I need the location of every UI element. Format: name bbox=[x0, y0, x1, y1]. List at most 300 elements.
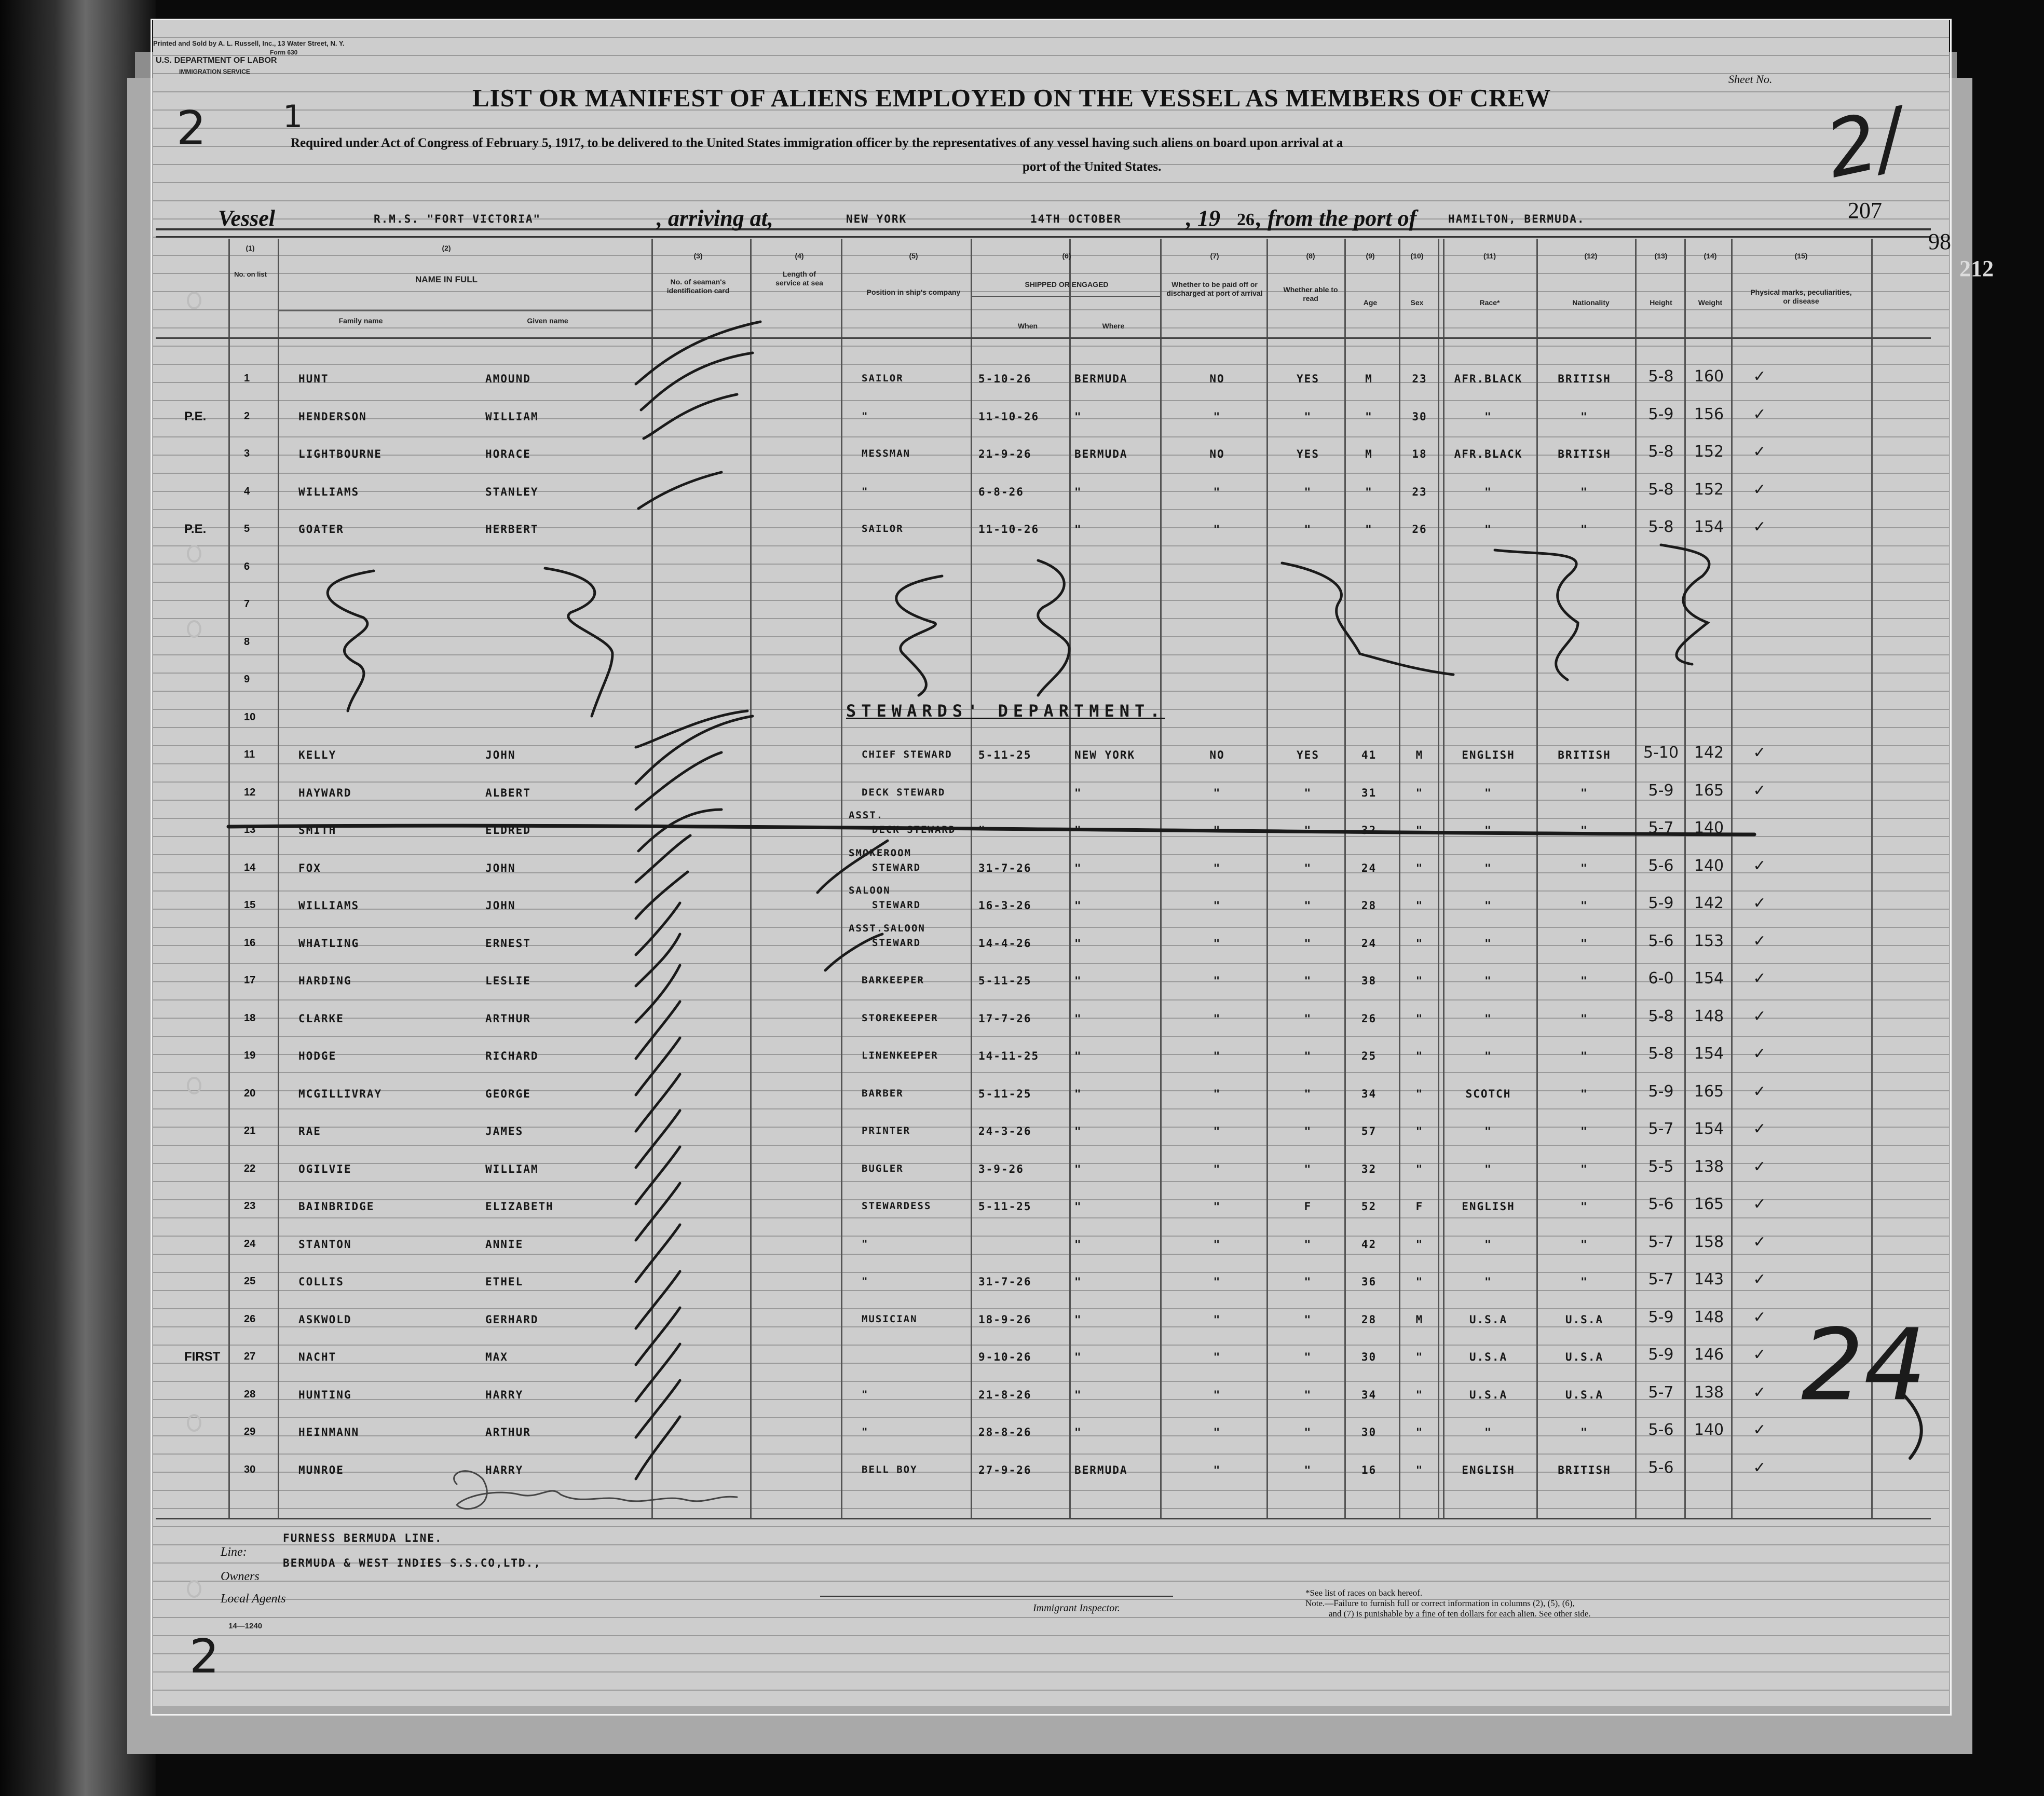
punch-hole bbox=[187, 620, 201, 638]
cell-paid: " bbox=[1213, 824, 1221, 837]
cell-given: ALBERT bbox=[485, 786, 531, 799]
cell-age: 31 bbox=[1361, 786, 1377, 799]
row-prefix: P.E. bbox=[184, 522, 207, 536]
cell-given: MAX bbox=[485, 1351, 508, 1363]
subheader-rule bbox=[971, 296, 1160, 297]
cell-given: GEORGE bbox=[485, 1087, 531, 1100]
cell-marks: ✓ bbox=[1753, 781, 1766, 800]
cell-where: " bbox=[1074, 824, 1082, 837]
col14-header: Weight bbox=[1698, 298, 1723, 307]
cell-when: 17-7-26 bbox=[978, 1012, 1032, 1025]
column-rule bbox=[971, 239, 972, 1518]
cell-sex: F bbox=[1415, 1200, 1424, 1213]
cell-marks: ✓ bbox=[1753, 405, 1766, 423]
footer-rule bbox=[156, 1518, 1931, 1519]
cell-when: 27-9-26 bbox=[978, 1463, 1032, 1476]
cell-height: 5-8 bbox=[1648, 480, 1674, 499]
cell-when: 5-11-25 bbox=[978, 1087, 1032, 1100]
cell-pos: " bbox=[862, 1238, 869, 1250]
cell-sex: " bbox=[1415, 1426, 1424, 1438]
cell-height: 5-6 bbox=[1648, 931, 1674, 950]
cell-race: " bbox=[1484, 485, 1492, 498]
col12-num: (12) bbox=[1584, 252, 1598, 260]
cell-where: " bbox=[1074, 523, 1082, 536]
cell-when: 31-7-26 bbox=[978, 861, 1032, 874]
vessel-rule bbox=[156, 228, 1931, 230]
col10-header: Sex bbox=[1410, 298, 1424, 307]
column-rule bbox=[1399, 239, 1400, 1518]
cell-height: 5-8 bbox=[1648, 367, 1674, 386]
col1-header: No. on list bbox=[234, 270, 267, 278]
cell-height: 5-8 bbox=[1648, 518, 1674, 536]
cell-nat: " bbox=[1580, 786, 1588, 799]
cell-weight: 146 bbox=[1694, 1346, 1724, 1364]
cell-read: " bbox=[1304, 1276, 1312, 1288]
cell-nat: " bbox=[1580, 1276, 1588, 1288]
cell-weight: 158 bbox=[1694, 1232, 1724, 1251]
row-number: 21 bbox=[244, 1125, 256, 1136]
cell-sex: " bbox=[1415, 1012, 1424, 1025]
cell-read: YES bbox=[1297, 749, 1319, 761]
page-title: LIST OR MANIFEST OF ALIENS EMPLOYED ON THE VESSEL AS MEMBERS OF CREW bbox=[472, 84, 1551, 112]
corner-mark-2: 1 bbox=[283, 99, 303, 135]
cell-given: HERBERT bbox=[485, 523, 539, 536]
col4-num: (4) bbox=[795, 252, 804, 260]
cell-marks: ✓ bbox=[1753, 1383, 1766, 1402]
cell-age: M bbox=[1365, 448, 1373, 460]
cell-given: RICHARD bbox=[485, 1050, 539, 1062]
cell-weight: 140 bbox=[1694, 819, 1724, 837]
cell-when: 11-10-26 bbox=[978, 410, 1040, 423]
cell-read: " bbox=[1304, 1050, 1312, 1062]
handwritten-total: 24 bbox=[1801, 1308, 1927, 1422]
cell-when: 16-3-26 bbox=[978, 899, 1032, 912]
year-prefix: , 19 bbox=[1186, 205, 1220, 231]
cell-weight: 153 bbox=[1694, 931, 1724, 950]
cell-read: " bbox=[1304, 786, 1312, 799]
position-prefix: ASST.SALOON bbox=[849, 922, 925, 934]
row-number: 13 bbox=[244, 824, 256, 835]
department-label: U.S. DEPARTMENT OF LABOR bbox=[156, 56, 277, 65]
cell-paid: " bbox=[1213, 1238, 1221, 1251]
cell-height: 5-7 bbox=[1648, 1120, 1674, 1138]
vessel-name: R.M.S. "FORT VICTORIA" bbox=[374, 213, 541, 225]
cell-sex: " bbox=[1415, 1463, 1424, 1476]
cell-pos: CHIEF STEWARD bbox=[862, 749, 952, 760]
cell-pos: STEWARD bbox=[872, 899, 921, 911]
cell-pos: MUSICIAN bbox=[862, 1313, 918, 1325]
col14-num: (14) bbox=[1704, 252, 1717, 260]
col7-header: Whether to be paid off or discharged at port of arrival bbox=[1166, 280, 1263, 297]
cell-paid: " bbox=[1213, 1426, 1221, 1438]
col7-num: (7) bbox=[1210, 252, 1219, 260]
cell-given: ARTHUR bbox=[485, 1012, 531, 1025]
cell-marks: ✓ bbox=[1753, 1346, 1766, 1364]
cell-where: " bbox=[1074, 1276, 1082, 1288]
cell-when: 5-10-26 bbox=[978, 373, 1032, 385]
column-rule bbox=[1344, 239, 1346, 1518]
col6b-header: Where bbox=[1102, 322, 1125, 330]
cell-where: " bbox=[1074, 1426, 1082, 1438]
cell-race: ENGLISH bbox=[1462, 749, 1515, 761]
cell-age: " bbox=[1365, 485, 1373, 498]
cell-read: " bbox=[1304, 1162, 1312, 1175]
cell-race: U.S.A bbox=[1469, 1388, 1508, 1401]
cell-read: " bbox=[1304, 1463, 1312, 1476]
col2a-header: Family name bbox=[338, 317, 383, 325]
cell-sex: 23 bbox=[1412, 373, 1427, 385]
cell-given: ARTHUR bbox=[485, 1426, 531, 1438]
row-number: 18 bbox=[244, 1012, 256, 1024]
cell-family: HENDERSON bbox=[298, 410, 367, 423]
cell-height: 5-8 bbox=[1648, 443, 1674, 461]
cell-paid: " bbox=[1213, 1125, 1221, 1137]
subtitle-line-2: port of the United States. bbox=[1023, 160, 1162, 174]
cell-when: 3-9-26 bbox=[978, 1162, 1024, 1175]
cell-pos: STEWARD bbox=[872, 861, 921, 873]
punch-hole bbox=[187, 292, 201, 309]
cell-given: JOHN bbox=[485, 749, 516, 761]
cell-age: 34 bbox=[1361, 1087, 1377, 1100]
cell-pos: DECK STEWARD bbox=[872, 824, 956, 835]
cell-where: " bbox=[1074, 1313, 1082, 1326]
cell-family: HAYWARD bbox=[298, 786, 352, 799]
cell-sex: " bbox=[1415, 1238, 1424, 1251]
cell-race: " bbox=[1484, 975, 1492, 987]
cell-when: " bbox=[978, 824, 986, 837]
punch-hole bbox=[187, 1580, 201, 1598]
arriving-label: , arriving at, bbox=[657, 205, 773, 231]
row-number: 22 bbox=[244, 1162, 256, 1174]
cell-age: 57 bbox=[1361, 1125, 1377, 1137]
punch-hole bbox=[187, 1077, 201, 1094]
cell-sex: M bbox=[1415, 749, 1424, 761]
cell-race: " bbox=[1484, 899, 1492, 912]
cell-marks: ✓ bbox=[1753, 443, 1766, 461]
edge-number-98: 98 bbox=[1928, 229, 1951, 254]
cell-marks: ✓ bbox=[1753, 1082, 1766, 1101]
cell-family: WILLIAMS bbox=[298, 899, 360, 912]
cell-where: " bbox=[1074, 1162, 1082, 1175]
cell-sex: " bbox=[1415, 1162, 1424, 1175]
cell-nat: BRITISH bbox=[1558, 749, 1611, 761]
cell-given: JOHN bbox=[485, 861, 516, 874]
cell-race: " bbox=[1484, 1162, 1492, 1175]
column-rule bbox=[750, 239, 752, 1518]
cell-paid: " bbox=[1213, 1388, 1221, 1401]
cell-age: 30 bbox=[1361, 1351, 1377, 1363]
cell-race: ENGLISH bbox=[1462, 1463, 1515, 1476]
cell-height: 5-8 bbox=[1648, 1007, 1674, 1025]
cell-paid: " bbox=[1213, 523, 1221, 536]
cell-weight: 152 bbox=[1694, 443, 1724, 461]
cell-pos: " bbox=[862, 410, 869, 422]
sheet-label: Sheet No. bbox=[1728, 73, 1773, 86]
cell-pos: MESSMAN bbox=[862, 448, 911, 459]
cell-nat: " bbox=[1580, 937, 1588, 950]
cell-paid: NO bbox=[1209, 373, 1225, 385]
col10-num: (10) bbox=[1410, 252, 1424, 260]
punch-hole bbox=[187, 1414, 201, 1432]
cell-where: BERMUDA bbox=[1074, 448, 1128, 460]
cell-age: 16 bbox=[1361, 1463, 1377, 1476]
cell-marks: ✓ bbox=[1753, 480, 1766, 499]
cell-when: 31-7-26 bbox=[978, 1276, 1032, 1288]
edge-number-212: 212 bbox=[1959, 256, 1994, 281]
cell-age: " bbox=[1365, 523, 1373, 536]
row-number: 10 bbox=[244, 711, 256, 723]
row-number: 29 bbox=[244, 1426, 256, 1437]
cell-height: 6-0 bbox=[1648, 969, 1674, 988]
cell-sex: " bbox=[1415, 786, 1424, 799]
cell-read: " bbox=[1304, 523, 1312, 536]
cell-pos: " bbox=[862, 1426, 869, 1437]
cell-family: WILLIAMS bbox=[298, 485, 360, 498]
cell-family: STANTON bbox=[298, 1238, 352, 1251]
cell-sex: " bbox=[1415, 1276, 1424, 1288]
row-number: 1 bbox=[244, 373, 250, 384]
cell-when: 5-11-25 bbox=[978, 975, 1032, 987]
cell-family: SMITH bbox=[298, 824, 337, 837]
cell-marks: ✓ bbox=[1753, 1270, 1766, 1288]
row-number: 25 bbox=[244, 1276, 256, 1287]
cell-age: 52 bbox=[1361, 1200, 1377, 1213]
cell-paid: " bbox=[1213, 899, 1221, 912]
row-number: 28 bbox=[244, 1388, 256, 1400]
cell-race: U.S.A bbox=[1469, 1351, 1508, 1363]
cell-height: 5-7 bbox=[1648, 1270, 1674, 1288]
row-number: 26 bbox=[244, 1313, 256, 1325]
cell-family: CLARKE bbox=[298, 1012, 344, 1025]
cell-nat: BRITISH bbox=[1558, 373, 1611, 385]
column-rule bbox=[1731, 239, 1733, 1518]
cell-age: 28 bbox=[1361, 899, 1377, 912]
cell-nat: " bbox=[1580, 1162, 1588, 1175]
cell-family: BAINBRIDGE bbox=[298, 1200, 375, 1213]
cell-pos: " bbox=[862, 485, 869, 497]
cell-where: NEW YORK bbox=[1074, 749, 1136, 761]
col8-header: Whether able to read bbox=[1283, 285, 1338, 303]
cell-nat: " bbox=[1580, 899, 1588, 912]
cell-where: " bbox=[1074, 485, 1082, 498]
row-number: 6 bbox=[244, 560, 250, 572]
cell-age: 28 bbox=[1361, 1313, 1377, 1326]
cell-family: COLLIS bbox=[298, 1276, 344, 1288]
subtitle-line-1: Required under Act of Congress of February 5, 1917, to be delivered to the United States immigration officer by the representatives of any vessel having such aliens on board upon arrival at a bbox=[291, 136, 1343, 150]
cell-weight: 140 bbox=[1694, 1421, 1724, 1439]
cell-height: 5-6 bbox=[1648, 1421, 1674, 1439]
cell-nat: " bbox=[1580, 1012, 1588, 1025]
form-number: Form 630 bbox=[270, 49, 298, 56]
cell-marks: ✓ bbox=[1753, 1308, 1766, 1326]
cell-given: HARRY bbox=[485, 1388, 524, 1401]
cell-marks: ✓ bbox=[1753, 744, 1766, 762]
cell-pos: BARKEEPER bbox=[862, 975, 924, 986]
row-number: 11 bbox=[244, 749, 255, 760]
row-prefix: P.E. bbox=[184, 409, 207, 423]
cell-pos: STOREKEEPER bbox=[862, 1012, 938, 1024]
cell-paid: " bbox=[1213, 1087, 1221, 1100]
cell-paid: " bbox=[1213, 1200, 1221, 1213]
cell-nat: " bbox=[1580, 523, 1588, 536]
cell-weight: 148 bbox=[1694, 1007, 1724, 1025]
cell-family: MUNROE bbox=[298, 1463, 344, 1476]
col9-num: (9) bbox=[1366, 252, 1375, 260]
cell-when: 6-8-26 bbox=[978, 485, 1024, 498]
cell-where: BERMUDA bbox=[1074, 1463, 1128, 1476]
cell-race: ENGLISH bbox=[1462, 1200, 1515, 1213]
cell-marks: ✓ bbox=[1753, 1232, 1766, 1251]
cell-race: AFR.BLACK bbox=[1454, 448, 1523, 460]
cell-race: " bbox=[1484, 1426, 1492, 1438]
line-label: Line: bbox=[221, 1545, 247, 1559]
cell-sex: " bbox=[1415, 899, 1424, 912]
cell-family: RAE bbox=[298, 1125, 321, 1137]
position-prefix: SALOON bbox=[849, 885, 891, 896]
cell-marks: ✓ bbox=[1753, 367, 1766, 386]
cell-read: " bbox=[1304, 1313, 1312, 1326]
form-code: 14—1240 bbox=[228, 1622, 263, 1630]
cell-nat: " bbox=[1580, 485, 1588, 498]
cell-race: " bbox=[1484, 937, 1492, 950]
column-rule bbox=[1635, 239, 1637, 1518]
row-number: 2 bbox=[244, 410, 250, 422]
cell-given: ETHEL bbox=[485, 1276, 524, 1288]
cell-sex: " bbox=[1415, 1125, 1424, 1137]
cell-nat: U.S.A bbox=[1565, 1388, 1604, 1401]
cell-paid: " bbox=[1213, 1463, 1221, 1476]
cell-when: 14-11-25 bbox=[978, 1050, 1040, 1062]
note-line-2: Note.—Failure to furnish full or correct information in columns (2), (5), (6), bbox=[1305, 1598, 1575, 1608]
cell-marks: ✓ bbox=[1753, 1045, 1766, 1063]
cell-family: HODGE bbox=[298, 1050, 337, 1062]
cell-race: U.S.A bbox=[1469, 1313, 1508, 1326]
col2-header: NAME IN FULL bbox=[415, 275, 478, 284]
cell-marks: ✓ bbox=[1753, 1120, 1766, 1138]
cell-read: " bbox=[1304, 485, 1312, 498]
cell-nat: " bbox=[1580, 1125, 1588, 1137]
row-number: 14 bbox=[244, 861, 256, 873]
cell-given: JOHN bbox=[485, 899, 516, 912]
cell-read: " bbox=[1304, 1087, 1312, 1100]
cell-race: " bbox=[1484, 1125, 1492, 1137]
cell-family: FOX bbox=[298, 861, 321, 874]
cell-weight: 154 bbox=[1694, 1120, 1724, 1138]
row-number: 4 bbox=[244, 485, 250, 497]
row-number: 3 bbox=[244, 448, 250, 459]
col12-header: Nationality bbox=[1572, 298, 1610, 307]
cell-family: HEINMANN bbox=[298, 1426, 360, 1438]
cell-read: " bbox=[1304, 937, 1312, 950]
cell-read: " bbox=[1304, 1238, 1312, 1251]
cell-weight: 165 bbox=[1694, 781, 1724, 800]
cell-sex: " bbox=[1415, 861, 1424, 874]
row-number: 20 bbox=[244, 1087, 256, 1099]
cell-height: 5-9 bbox=[1648, 894, 1674, 912]
section-heading: STEWARDS' DEPARTMENT. bbox=[846, 701, 1165, 721]
column-rule bbox=[1266, 239, 1268, 1518]
cell-read: F bbox=[1304, 1200, 1312, 1213]
cell-marks: ✓ bbox=[1753, 1157, 1766, 1176]
col13-num: (13) bbox=[1654, 252, 1668, 260]
cell-given: LESLIE bbox=[485, 975, 531, 987]
cell-race: " bbox=[1484, 1238, 1492, 1251]
cell-weight: 142 bbox=[1694, 894, 1724, 912]
cell-age: 34 bbox=[1361, 1388, 1377, 1401]
cell-nat: " bbox=[1580, 1238, 1588, 1251]
column-rule bbox=[228, 239, 230, 1518]
cell-nat: " bbox=[1580, 1200, 1588, 1213]
cell-pos: STEWARDESS bbox=[862, 1200, 932, 1212]
vessel-label: Vessel bbox=[218, 205, 275, 231]
cell-when: 24-3-26 bbox=[978, 1125, 1032, 1137]
cell-race: " bbox=[1484, 523, 1492, 536]
cell-marks: ✓ bbox=[1753, 1195, 1766, 1213]
cell-where: " bbox=[1074, 1238, 1082, 1251]
cell-marks: ✓ bbox=[1753, 1458, 1766, 1477]
cell-where: " bbox=[1074, 1050, 1082, 1062]
cell-height: 5-10 bbox=[1643, 744, 1679, 762]
cell-age: 30 bbox=[1361, 1426, 1377, 1438]
subheader-rule bbox=[278, 310, 651, 311]
cell-pos: BARBER bbox=[862, 1087, 904, 1099]
cell-read: " bbox=[1304, 861, 1312, 874]
cell-where: " bbox=[1074, 1351, 1082, 1363]
cell-race: AFR.BLACK bbox=[1454, 373, 1523, 385]
cell-paid: " bbox=[1213, 937, 1221, 950]
cell-nat: BRITISH bbox=[1558, 448, 1611, 460]
cell-paid: " bbox=[1213, 786, 1221, 799]
corner-mark-1: 2 bbox=[176, 101, 207, 156]
cell-where: " bbox=[1074, 410, 1082, 423]
cell-where: " bbox=[1074, 975, 1082, 987]
cell-race: " bbox=[1484, 824, 1492, 837]
cell-family: OGILVIE bbox=[298, 1162, 352, 1175]
cell-family: HUNTING bbox=[298, 1388, 352, 1401]
col4-header: Length of service at sea bbox=[775, 270, 823, 287]
cell-given: ANNIE bbox=[485, 1238, 524, 1251]
cell-when: 9-10-26 bbox=[978, 1351, 1032, 1363]
row-number: 23 bbox=[244, 1200, 256, 1212]
cell-nat: U.S.A bbox=[1565, 1313, 1604, 1326]
cell-read: " bbox=[1304, 1426, 1312, 1438]
cell-age: 42 bbox=[1361, 1238, 1377, 1251]
col2-num: (2) bbox=[442, 244, 451, 252]
cell-read: YES bbox=[1297, 373, 1319, 385]
cell-paid: " bbox=[1213, 975, 1221, 987]
cell-family: HARDING bbox=[298, 975, 352, 987]
cell-when: 21-8-26 bbox=[978, 1388, 1032, 1401]
cell-weight: 140 bbox=[1694, 856, 1724, 875]
cell-family: NACHT bbox=[298, 1351, 337, 1363]
cell-read: " bbox=[1304, 1012, 1312, 1025]
cell-weight: 156 bbox=[1694, 405, 1724, 423]
row-number: 19 bbox=[244, 1050, 256, 1061]
column-rule bbox=[1684, 239, 1686, 1518]
cell-nat: " bbox=[1580, 1087, 1588, 1100]
cell-age: 24 bbox=[1361, 937, 1377, 950]
cell-when: 5-11-25 bbox=[978, 1200, 1032, 1213]
cell-race: " bbox=[1484, 1012, 1492, 1025]
cell-when: 28-8-26 bbox=[978, 1426, 1032, 1438]
cell-given: AMOUND bbox=[485, 373, 531, 385]
cell-given: HORACE bbox=[485, 448, 531, 460]
cell-given: JAMES bbox=[485, 1125, 524, 1137]
cell-age: 24 bbox=[1361, 861, 1377, 874]
cell-weight: 154 bbox=[1694, 1045, 1724, 1063]
cell-race: " bbox=[1484, 786, 1492, 799]
cell-family: WHATLING bbox=[298, 937, 360, 950]
